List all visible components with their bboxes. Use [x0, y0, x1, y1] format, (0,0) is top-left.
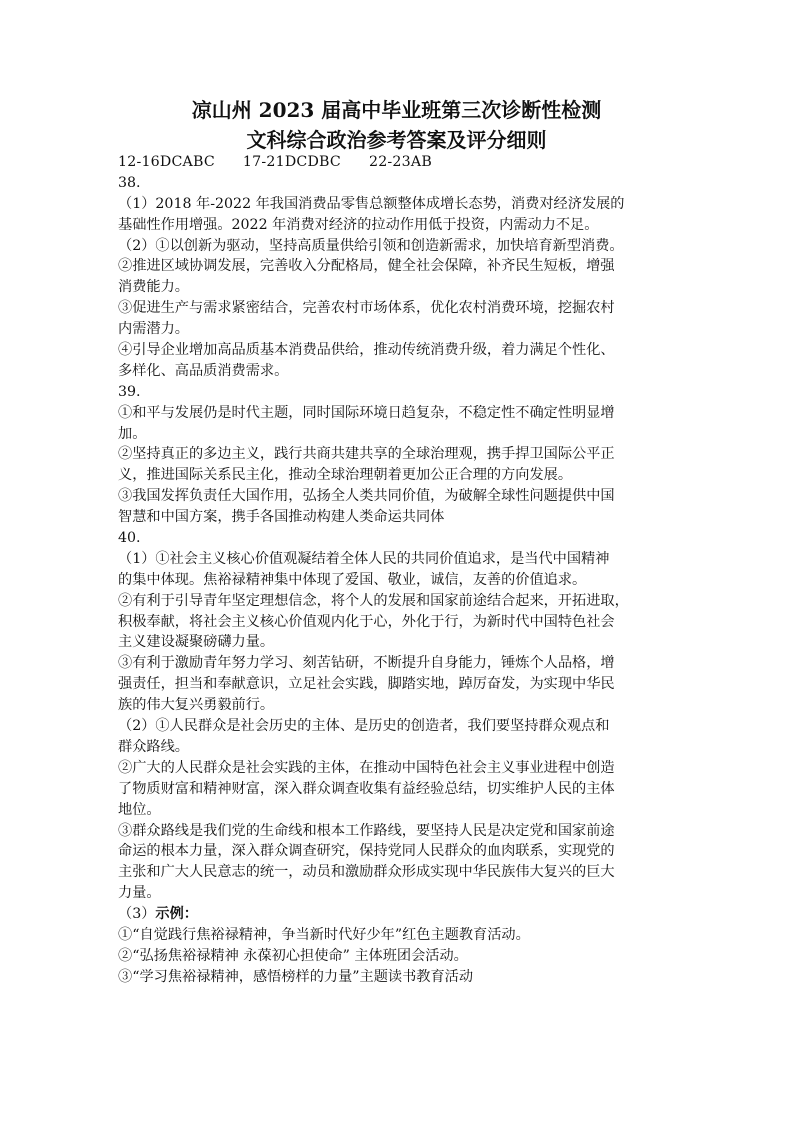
- paragraph-line: 族的伟大复兴勇毅前行。: [118, 697, 275, 714]
- paragraph-line: 强责任，担当和奉献意识，立足社会实践，脚踏实地，踔厉奋发，为实现中华民: [118, 676, 615, 693]
- paragraph-line: ①和平与发展仍是时代主题，同时国际环境日趋复杂，不稳定性不确定性明显增: [118, 404, 615, 421]
- document-subtitle: 文科综合政治参考答案及评分细则: [246, 128, 547, 152]
- paragraph-line: 多样化、高品质消费需求。: [118, 362, 289, 379]
- paragraph-line: （1）①社会主义核心价值观凝结着全体人民的共同价值追求，是当代中国精神: [118, 550, 610, 567]
- document-title: 凉山州 2023 届高中毕业班第三次诊断性检测: [191, 98, 602, 122]
- paragraph-line: ④引导企业增加高品质基本消费品供给，推动传统消费升级，着力满足个性化、: [118, 342, 615, 359]
- paragraph-line: ②广大的人民群众是社会实践的主体，在推动中国特色社会主义事业进程中创造: [118, 759, 615, 776]
- paragraph-line: 智慧和中国方案，携手各国推动构建人类命运共同体: [118, 509, 445, 526]
- paragraph-line: 内需潜力。: [118, 321, 189, 338]
- paragraph-line: 基础性作用增强。2022 年消费对经济的拉动作用低于投资，内需动力不足。: [118, 216, 599, 233]
- question-38-number: 38.: [118, 174, 141, 191]
- example-line: ②“弘扬焦裕禄精神 永葆初心担使命” 主体班团会活动。: [118, 947, 468, 964]
- paragraph-line: （1）2018 年-2022 年我国消费品零售总额整体成增长态势，消费对经济发展的: [118, 195, 625, 212]
- choice-answers: [118, 152, 688, 173]
- paragraph-line: 加。: [118, 425, 147, 442]
- document-body: [118, 152, 688, 988]
- paragraph-line: ③有利于激励青年努力学习、刻苦钻研，不断提升自身能力，锤炼个人品格，增: [118, 655, 615, 672]
- paragraph-line: ②有利于引导青年坚定理想信念，将个人的发展和国家前途结合起来，开拓进取，: [118, 592, 629, 609]
- paragraph-line: 了物质财富和精神财富，深入群众调查收集有益经验总结，切实维护人民的主体: [118, 780, 615, 797]
- answer-group-1: 12-16DCABC: [118, 154, 215, 170]
- paragraph-line: 命运的根本力量，深入群众调查研究，保持党同人民群众的血肉联系，实现党的: [118, 843, 615, 860]
- paragraph-line: 地位。: [118, 801, 161, 818]
- question-40-answer: [118, 549, 688, 988]
- paragraph-line: （2）①人民群众是社会历史的主体、是历史的创造者，我们要坚持群众观点和: [118, 718, 610, 735]
- paragraph-line: ②坚持真正的多边主义，践行共商共建共享的全球治理观，携手捍卫国际公平正: [118, 446, 615, 463]
- answer-group-2: 17-21DCDBC: [242, 154, 341, 170]
- answer-group-3: 22-23AB: [368, 154, 432, 170]
- paragraph-line: 群众路线。: [118, 738, 189, 755]
- paragraph-line: ②推进区域协调发展，完善收入分配格局，健全社会保障，补齐民生短板，增强: [118, 258, 615, 275]
- part-3-example-label: 示例：: [155, 906, 198, 923]
- example-line: ③“学习焦裕禄精神，感悟榜样的力量”主题读书教育活动: [118, 968, 474, 985]
- example-line: ①“自觉践行焦裕禄精神，争当新时代好少年”红色主题教育活动。: [118, 926, 530, 943]
- paragraph-line: 主张和广大人民意志的统一，动员和激励群众形成实现中华民族伟大复兴的巨大: [118, 864, 615, 881]
- paragraph-line: 的集中体现。焦裕禄精神集中体现了爱国、敬业，诚信，友善的价值追求。: [118, 571, 587, 588]
- paragraph-line: ③我国发挥负责任大国作用，弘扬全人类共同价值，为破解全球性问题提供中国: [118, 488, 615, 505]
- paragraph-line: ③群众路线是我们党的生命线和根本工作路线，要坚持人民是决定党和国家前途: [118, 822, 615, 839]
- paragraph-line: 积极奉献，将社会主义核心价值观内化于心，外化于行，为新时代中国特色社会: [118, 613, 615, 630]
- question-39-number: 39.: [118, 383, 141, 400]
- part-3-heading: [118, 904, 688, 925]
- paragraph-line: ③促进生产与需求紧密结合，完善农村市场体系，优化农村消费环境，挖掘农村: [118, 300, 615, 317]
- question-39-answer: [118, 403, 688, 528]
- question-40-number: 40.: [118, 530, 141, 547]
- question-38-answer: [118, 194, 688, 382]
- paragraph-line: 主义建设凝聚磅礴力量。: [118, 634, 275, 651]
- paragraph-line: 力量。: [118, 885, 161, 902]
- paragraph-line: 消费能力。: [118, 279, 189, 296]
- paragraph-line: （2）①以创新为驱动，坚持高质量供给引领和创造新需求，加快培育新型消费。: [118, 237, 624, 254]
- part-3-prefix: （3）: [118, 906, 156, 923]
- paragraph-line: 义，推进国际关系民主化，推动全球治理朝着更加公正合理的方向发展。: [118, 467, 573, 484]
